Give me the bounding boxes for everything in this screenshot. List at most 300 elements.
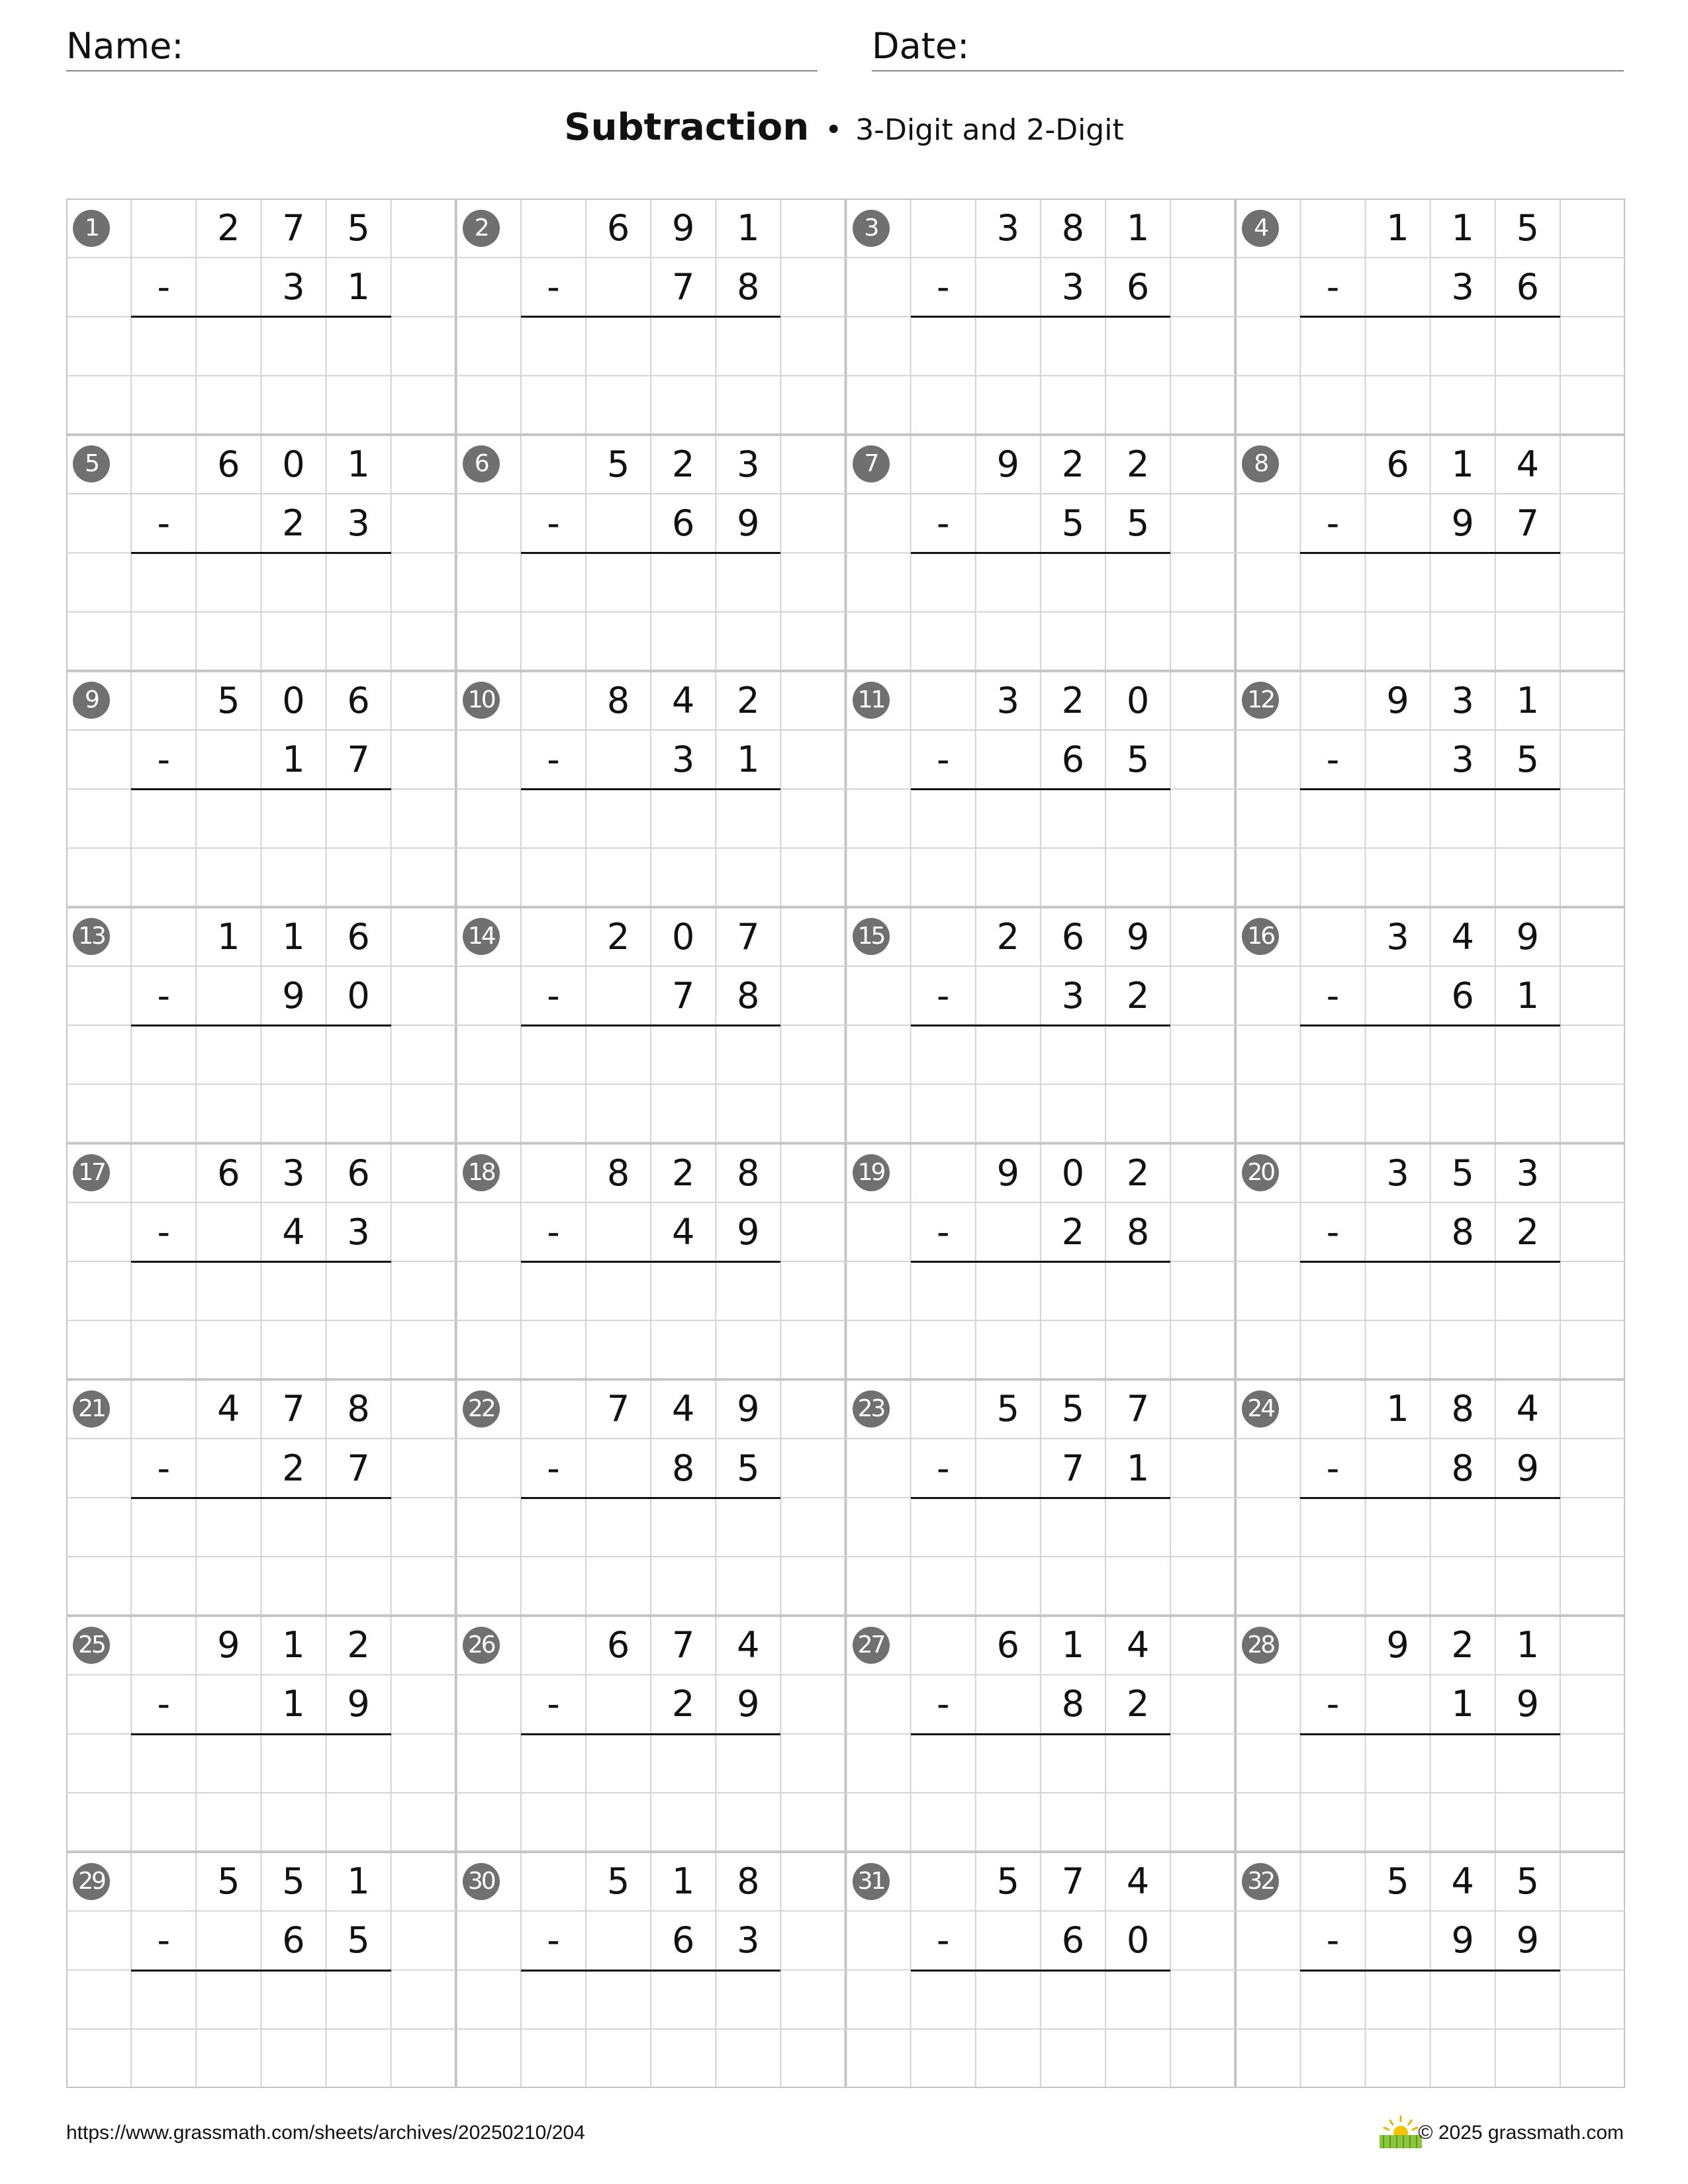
answer-cell[interactable] [586,376,651,435]
answer-cell[interactable] [651,2029,716,2088]
answer-cell[interactable] [131,316,196,375]
answer-cell[interactable] [976,1025,1041,1084]
answer-cell[interactable] [1300,789,1365,848]
answer-cell[interactable] [1041,2029,1105,2088]
answer-cell[interactable] [716,2029,780,2088]
answer-cell[interactable] [196,1025,261,1084]
answer-cell[interactable] [1495,376,1560,435]
answer-cell[interactable] [196,612,261,671]
answer-cell[interactable] [1300,2029,1365,2088]
minuend-digit: 9 [996,1152,1019,1194]
answer-cell[interactable] [1105,376,1170,435]
answer-cell[interactable] [1300,848,1365,907]
answer-cell[interactable] [1300,316,1365,375]
answer-cell[interactable] [1105,316,1170,375]
answer-cell[interactable] [326,848,391,907]
answer-cell[interactable] [976,1734,1041,1793]
answer-cell[interactable] [131,612,196,671]
answer-cell[interactable] [1430,1498,1495,1557]
subtrahend-digit: 2 [1126,974,1150,1017]
answer-cell[interactable] [651,1557,716,1615]
answer-cell[interactable] [261,376,326,435]
answer-cell[interactable] [131,2029,196,2088]
answer-cell[interactable] [976,553,1041,612]
answer-cell[interactable] [261,1793,326,1852]
answer-cell[interactable] [716,848,780,907]
answer-cell[interactable] [1366,1734,1430,1793]
answer-cell[interactable] [651,1025,716,1084]
answer-cell[interactable] [1495,1084,1560,1143]
answer-cell[interactable] [586,316,651,375]
answer-cell[interactable] [1300,553,1365,612]
minuend-digit: 3 [996,207,1019,249]
answer-cell[interactable] [1430,1025,1495,1084]
answer-cell[interactable] [261,1320,326,1379]
answer-cell[interactable] [651,316,716,375]
minuend-digit: 0 [1061,1152,1085,1194]
minus-sign: - [936,1919,950,1962]
answer-cell[interactable] [1105,1498,1170,1557]
answer-cell[interactable] [586,1084,651,1143]
minuend-digit: 7 [282,207,305,249]
answer-cell[interactable] [1430,789,1495,848]
answer-cell[interactable] [326,1025,391,1084]
answer-cell[interactable] [1430,376,1495,435]
answer-cell[interactable] [586,848,651,907]
answer-cell[interactable] [716,789,780,848]
answer-cell[interactable] [1430,2029,1495,2088]
minus-sign: - [1326,502,1340,545]
answer-cell[interactable] [1430,316,1495,375]
answer-cell[interactable] [1430,553,1495,612]
subtrahend-digit: 7 [672,974,695,1017]
answer-cell[interactable] [1300,1261,1365,1320]
answer-cell[interactable] [1430,848,1495,907]
minuend-digit: 6 [996,1624,1019,1666]
answer-cell[interactable] [521,2029,586,2088]
answer-cell[interactable] [1366,1793,1430,1852]
name-underline [66,70,818,71]
answer-cell[interactable] [1041,789,1105,848]
answer-cell[interactable] [1041,1498,1105,1557]
answer-cell[interactable] [716,1793,780,1852]
answer-cell[interactable] [911,316,976,375]
answer-cell[interactable] [261,553,326,612]
answer-cell[interactable] [1105,1970,1170,2029]
answer-cell[interactable] [716,1734,780,1793]
answer-cell[interactable] [1495,1793,1560,1852]
answer-cell[interactable] [131,1025,196,1084]
problem-number-badge: 17 [73,1154,110,1191]
answer-cell[interactable] [651,553,716,612]
answer-cell[interactable] [326,612,391,671]
answer-cell[interactable] [651,1084,716,1143]
answer-cell[interactable] [521,1793,586,1852]
answer-cell[interactable] [131,1793,196,1852]
answer-cell[interactable] [131,1320,196,1379]
answer-cell[interactable] [1300,1793,1365,1852]
answer-cell[interactable] [1300,376,1365,435]
answer-cell[interactable] [1105,789,1170,848]
answer-cell[interactable] [326,1970,391,2029]
answer-cell[interactable] [261,789,326,848]
answer-cell[interactable] [521,1084,586,1143]
answer-cell[interactable] [1366,1025,1430,1084]
answer-cell[interactable] [716,1084,780,1143]
minuend-digit: 2 [672,443,695,485]
answer-cell[interactable] [1041,848,1105,907]
answer-cell[interactable] [1041,316,1105,375]
answer-cell[interactable] [196,1970,261,2029]
answer-cell[interactable] [586,789,651,848]
answer-cell[interactable] [196,553,261,612]
answer-cell[interactable] [911,2029,976,2088]
answer-cell[interactable] [196,316,261,375]
answer-cell[interactable] [1105,1557,1170,1615]
answer-cell[interactable] [651,376,716,435]
answer-cell[interactable] [1041,612,1105,671]
minuend-digit: 9 [1386,1624,1409,1666]
answer-cell[interactable] [131,553,196,612]
answer-cell[interactable] [651,789,716,848]
answer-cell[interactable] [1366,848,1430,907]
answer-cell[interactable] [521,612,586,671]
answer-cell[interactable] [976,1261,1041,1320]
answer-cell[interactable] [716,316,780,375]
minuend-digit: 3 [1386,1152,1409,1194]
answer-cell[interactable] [131,789,196,848]
answer-cell[interactable] [586,1557,651,1615]
answer-cell[interactable] [1105,1261,1170,1320]
answer-cell[interactable] [196,1557,261,1615]
worksheet-title [0,105,1688,154]
answer-cell[interactable] [1495,612,1560,671]
answer-cell[interactable] [586,1498,651,1557]
answer-cell[interactable] [976,376,1041,435]
answer-cell[interactable] [976,2029,1041,2088]
answer-cell[interactable] [261,1734,326,1793]
answer-cell[interactable] [651,1320,716,1379]
answer-cell[interactable] [1495,553,1560,612]
answer-cell[interactable] [1430,1970,1495,2029]
answer-cell[interactable] [131,1734,196,1793]
answer-cell[interactable] [976,789,1041,848]
answer-cell[interactable] [326,1084,391,1143]
answer-cell[interactable] [1366,553,1430,612]
minuend-digit: 1 [1386,207,1409,249]
minus-sign: - [936,1447,950,1489]
answer-cell[interactable] [1430,1557,1495,1615]
answer-cell[interactable] [196,848,261,907]
answer-cell[interactable] [1105,1734,1170,1793]
answer-cell[interactable] [196,1084,261,1143]
answer-cell[interactable] [1105,1320,1170,1379]
subtrahend-digit: 9 [347,1683,370,1725]
answer-cell[interactable] [1041,1261,1105,1320]
problem-number-badge: 6 [463,445,500,482]
minuend-digit: 4 [1451,1860,1474,1903]
answer-cell[interactable] [521,1261,586,1320]
answer-cell[interactable] [131,1970,196,2029]
answer-cell[interactable] [1041,376,1105,435]
subtrahend-digit: 1 [1516,974,1539,1017]
answer-cell[interactable] [911,1084,976,1143]
answer-cell[interactable] [911,789,976,848]
answer-cell[interactable] [651,1970,716,2029]
answer-cell[interactable] [326,1734,391,1793]
answer-cell[interactable] [326,1261,391,1320]
answer-cell[interactable] [586,2029,651,2088]
answer-cell[interactable] [1495,1320,1560,1379]
answer-cell[interactable] [131,376,196,435]
name-field[interactable] [66,24,818,71]
subtrahend-digit: 3 [1451,266,1474,308]
answer-cell[interactable] [586,1970,651,2029]
answer-cell[interactable] [1105,612,1170,671]
answer-cell[interactable] [196,1734,261,1793]
minus-sign: - [936,738,950,780]
answer-cell[interactable] [1495,1025,1560,1084]
problem-number-badge: 1 [73,210,110,247]
answer-cell[interactable] [1300,1970,1365,2029]
answer-cell[interactable] [1366,1320,1430,1379]
answer-cell[interactable] [911,1970,976,2029]
answer-cell[interactable] [131,1261,196,1320]
answer-cell[interactable] [1495,1498,1560,1557]
answer-cell[interactable] [521,1557,586,1615]
answer-cell[interactable] [976,1970,1041,2029]
minuend-digit: 5 [996,1860,1019,1903]
answer-cell[interactable] [1041,1025,1105,1084]
answer-cell[interactable] [1105,2029,1170,2088]
subtrahend-digit: 5 [1126,738,1150,780]
answer-cell[interactable] [196,376,261,435]
answer-cell[interactable] [261,2029,326,2088]
answer-cell[interactable] [1495,2029,1560,2088]
answer-cell[interactable] [1366,376,1430,435]
answer-cell[interactable] [911,848,976,907]
answer-cell[interactable] [1300,1025,1365,1084]
problem-number-badge: 23 [853,1390,890,1428]
answer-cell[interactable] [196,1498,261,1557]
answer-cell[interactable] [1300,1734,1365,1793]
answer-cell[interactable] [976,1498,1041,1557]
answer-cell[interactable] [911,1320,976,1379]
answer-cell[interactable] [521,1025,586,1084]
answer-cell[interactable] [196,1320,261,1379]
answer-cell[interactable] [1041,553,1105,612]
minus-sign: - [157,266,170,308]
answer-cell[interactable] [131,1498,196,1557]
minus-sign: - [1326,974,1340,1017]
answer-cell[interactable] [521,376,586,435]
answer-cell[interactable] [911,1025,976,1084]
answer-cell[interactable] [651,1261,716,1320]
answer-cell[interactable] [196,1261,261,1320]
answer-cell[interactable] [1300,1320,1365,1379]
answer-cell[interactable] [326,316,391,375]
answer-cell[interactable] [911,1557,976,1615]
answer-cell[interactable] [1366,1970,1430,2029]
answer-cell[interactable] [261,316,326,375]
answer-cell[interactable] [716,1498,780,1557]
minus-sign: - [936,974,950,1017]
answer-cell[interactable] [261,1084,326,1143]
answer-cell[interactable] [1105,1084,1170,1143]
answer-cell[interactable] [521,848,586,907]
answer-cell[interactable] [911,376,976,435]
subtrahend-digit: 6 [672,1919,695,1962]
answer-cell[interactable] [586,1025,651,1084]
answer-cell[interactable] [521,789,586,848]
answer-cell[interactable] [1041,1084,1105,1143]
answer-cell[interactable] [521,553,586,612]
answer-cell[interactable] [976,1793,1041,1852]
answer-cell[interactable] [1105,553,1170,612]
answer-cell[interactable] [326,1793,391,1852]
answer-cell[interactable] [911,1498,976,1557]
answer-cell[interactable] [716,1261,780,1320]
answer-cell[interactable] [261,1261,326,1320]
answer-cell[interactable] [911,1793,976,1852]
answer-cell[interactable] [716,612,780,671]
answer-cell[interactable] [196,789,261,848]
answer-cell[interactable] [1105,1025,1170,1084]
answer-cell[interactable] [716,376,780,435]
answer-cell[interactable] [521,1320,586,1379]
answer-cell[interactable] [196,2029,261,2088]
answer-cell[interactable] [521,1734,586,1793]
answer-cell[interactable] [1366,316,1430,375]
answer-cell[interactable] [521,1970,586,2029]
answer-cell[interactable] [261,848,326,907]
answer-cell[interactable] [976,1320,1041,1379]
answer-cell[interactable] [1495,1261,1560,1320]
answer-cell[interactable] [1041,1970,1105,2029]
problem-number-badge: 22 [463,1390,500,1428]
answer-cell[interactable] [1430,1734,1495,1793]
answer-cell[interactable] [326,376,391,435]
answer-cell[interactable] [1366,1084,1430,1143]
answer-cell[interactable] [261,1557,326,1615]
answer-cell[interactable] [1105,1793,1170,1852]
answer-cell[interactable] [326,553,391,612]
minuend-digit: 5 [1516,207,1539,249]
answer-cell[interactable] [1495,1970,1560,2029]
answer-cell[interactable] [1366,789,1430,848]
problem-number-badge: 5 [73,445,110,482]
answer-cell[interactable] [651,1793,716,1852]
answer-cell[interactable] [716,1025,780,1084]
answer-cell[interactable] [1366,1557,1430,1615]
answer-cell[interactable] [131,848,196,907]
answer-cell[interactable] [1495,848,1560,907]
answer-cell[interactable] [586,612,651,671]
answer-cell[interactable] [911,553,976,612]
answer-cell[interactable] [651,1498,716,1557]
answer-cell[interactable] [976,1557,1041,1615]
answer-cell[interactable] [326,1498,391,1557]
answer-cell[interactable] [911,1734,976,1793]
answer-cell[interactable] [716,1320,780,1379]
minus-sign: - [1326,1919,1340,1962]
subtrahend-digit: 3 [347,1210,370,1253]
answer-cell[interactable] [1041,1793,1105,1852]
answer-cell[interactable] [1300,1557,1365,1615]
answer-cell[interactable] [326,1557,391,1615]
answer-cell[interactable] [1366,1498,1430,1557]
answer-cell[interactable] [586,1793,651,1852]
answer-cell[interactable] [586,1320,651,1379]
answer-cell[interactable] [1430,1084,1495,1143]
answer-cell[interactable] [1495,316,1560,375]
answer-cell[interactable] [1366,2029,1430,2088]
answer-cell[interactable] [261,612,326,671]
answer-cell[interactable] [1430,1793,1495,1852]
answer-cell[interactable] [131,1084,196,1143]
answer-cell[interactable] [131,1557,196,1615]
answer-cell[interactable] [716,1557,780,1615]
answer-cell[interactable] [911,1261,976,1320]
answer-cell[interactable] [1300,1084,1365,1143]
answer-cell[interactable] [976,316,1041,375]
answer-cell[interactable] [716,553,780,612]
answer-cell[interactable] [1430,1261,1495,1320]
answer-cell[interactable] [1495,1734,1560,1793]
answer-cell[interactable] [1366,1261,1430,1320]
minuend-digit: 9 [737,1388,760,1430]
answer-cell[interactable] [976,612,1041,671]
answer-cell[interactable] [976,848,1041,907]
subtrahend-digit: 3 [737,1919,760,1962]
answer-cell[interactable] [1041,1320,1105,1379]
answer-cell[interactable] [1430,612,1495,671]
answer-cell[interactable] [1300,612,1365,671]
answer-cell[interactable] [1366,612,1430,671]
answer-cell[interactable] [261,1025,326,1084]
subtrahend-digit: 1 [282,738,305,780]
answer-cell[interactable] [196,1793,261,1852]
answer-cell[interactable] [651,848,716,907]
answer-cell[interactable] [1300,1498,1365,1557]
answer-cell[interactable] [521,316,586,375]
problem-number-badge: 15 [853,918,890,955]
answer-cell[interactable] [261,1498,326,1557]
answer-cell[interactable] [651,612,716,671]
answer-cell[interactable] [716,1970,780,2029]
minuend-digit: 6 [217,443,240,485]
answer-cell[interactable] [1495,1557,1560,1615]
answer-cell[interactable] [651,1734,716,1793]
answer-cell[interactable] [586,1261,651,1320]
answer-cell[interactable] [586,553,651,612]
answer-cell[interactable] [911,612,976,671]
answer-cell[interactable] [326,1320,391,1379]
answer-cell[interactable] [586,1734,651,1793]
answer-cell[interactable] [1041,1557,1105,1615]
answer-cell[interactable] [1105,848,1170,907]
answer-cell[interactable] [976,1084,1041,1143]
subtrahend-digit: 5 [1516,738,1539,780]
answer-cell[interactable] [261,1970,326,2029]
answer-cell[interactable] [326,2029,391,2088]
answer-cell[interactable] [1430,1320,1495,1379]
answer-cell[interactable] [1495,789,1560,848]
date-field[interactable] [872,24,1624,71]
answer-cell[interactable] [521,1498,586,1557]
answer-cell[interactable] [326,789,391,848]
answer-cell[interactable] [1041,1734,1105,1793]
